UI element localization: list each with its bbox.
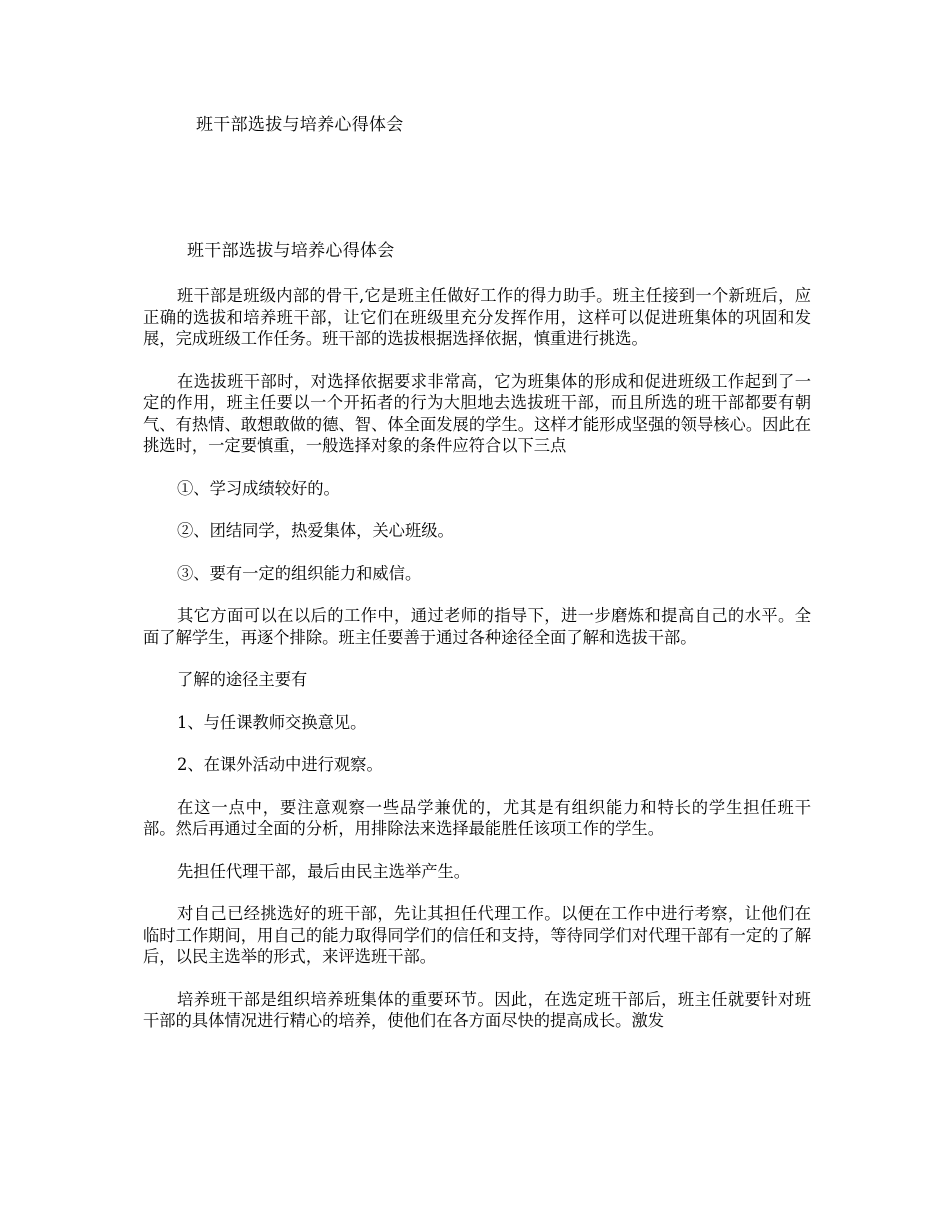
paragraph: 在选拔班干部时，对选择依据要求非常高，它为班集体的形成和促进班级工作起到了一定的作用，班主任要以一个开拓者的行为大胆地去选拔班干部，而且所选的班干部都要有朝气、有热情、敢想敢做的德、智、体全面发展的学生。这样才能形成坚强的领导核心。因此在挑选时，一定要慎重，一般选择对象的条件应符合以下三点 xyxy=(143,371,811,455)
document-title: 班干部选拔与培养心得体会 xyxy=(196,115,404,135)
paragraph: 培养班干部是组织培养班集体的重要环节。因此，在选定班干部后，班主任就要针对班干部的具体情况进行精心的培养，使他们在各方面尽快的提高成长。激发 xyxy=(143,989,811,1030)
paragraph: 班干部是班级内部的骨干,它是班主任做好工作的得力助手。班主任接到一个新班后，应正确的选拔和培养班干部，让它们在班级里充分发挥作用，这样可以促进班集体的巩固和发展，完成班级工作任务。班干部的选拔根据选择依据，慎重进行挑选。 xyxy=(143,286,811,348)
list-item: ③、要有一定的组织能力和威信。 xyxy=(177,563,422,583)
paragraph: 了解的途径主要有 xyxy=(177,670,308,689)
list-item: ①、学习成绩较好的。 xyxy=(177,478,340,498)
paragraph: 对自己已经挑选好的班干部，先让其担任代理工作。以便在工作中进行考察，让他们在临时工作期间，用自己的能力取得同学们的信任和支持，等待同学们对代理干部有一定的了解后，以民主选举的形式，来评选班干部。 xyxy=(143,904,811,966)
paragraph: 其它方面可以在以后的工作中，通过老师的指导下，进一步磨炼和提高自己的水平。全面了解学生，再逐个排除。班主任要善于通过各种途径全面了解和选拔干部。 xyxy=(143,606,811,647)
document-body xyxy=(143,240,811,1053)
paragraph: 先担任代理干部，最后由民主选举产生。 xyxy=(177,861,471,881)
list-item: 1、与任课教师交换意见。 xyxy=(177,712,367,732)
list-item: ②、团结同学，热爱集体，关心班级。 xyxy=(177,521,454,540)
document-subtitle: 班干部选拔与培养心得体会 xyxy=(187,241,395,261)
list-item: 2、在课外活动中进行观察。 xyxy=(177,755,383,774)
paragraph: 在这一点中，要注意观察一些品学兼优的，尤其是有组织能力和特长的学生担任班干部。然后再通过全面的分析，用排除法来选择最能胜任该项工作的学生。 xyxy=(143,797,811,838)
